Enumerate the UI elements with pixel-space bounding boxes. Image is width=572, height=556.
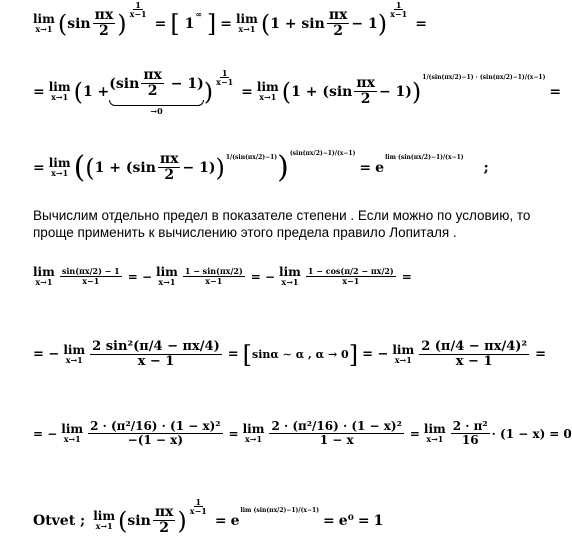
- limit-operator: lim x→1: [33, 12, 55, 35]
- underbrace: (sin $\frac{\pi x}{2}$ − 1) →0: [109, 67, 204, 116]
- equation-line-4: lim x→1 $\frac{\sin(\pi x/2) - 1}{x-1}$ = − lim x→1 $\frac{1 - \sin(\pi x/2)}{x-1}$ = − lim x→1 $\frac{1 - \cos(\pi/2 - \pi x/2)}{x-1}$ =: [33, 265, 412, 287]
- equation-line-6: = − lim x→1 $\frac{\text{2 · (π²/16) · (1 − x)²}}{-(1 - x)}$ = lim x→1 $\frac{\text{2 · (π²/16) · (1 − x)²}}{1 - x}$ = lim x→1 $\frac{\text{2 · π²}}{16}$ · (1 − x) = 0: [33, 419, 572, 448]
- answer-label: Otvet ;: [33, 512, 86, 529]
- explanation-paragraph: Вычислим отдельно предел в показателе степени . Если можно по условию, то проще применить к вычислению этого предела правило Лопиталя .: [33, 208, 531, 240]
- answer-line: Otvet ; lim x→1 ( sin $\frac{\pi x}{2}$ ) $\frac{1}{x-1}$ = e lim (sin(πx/2)−1)/(x−1) = e⁰ = 1: [33, 496, 384, 537]
- fraction: $\frac{\pi x}{2}$: [94, 7, 114, 40]
- equation-line-5: = − lim x→1 $\frac{\text{2 sin²(π/4 − πx/4)}}{x - 1}$ = [ sinα ∼ α , α → 0 ] = − lim x→1 $\frac{\text{2 (π/4 − πx/4)²}}{x - 1}$ =: [33, 339, 546, 370]
- equation-line-1: lim x→1 ( sin $\frac{\pi x}{2}$ ) $\frac{1}{x-1}$ = [ 1 ∞ ] = lim x→1 ( 1 + sin $\frac{\pi x}{2}$ − 1 ) $\frac{1}{x-1}$ =: [33, 0, 427, 40]
- equation-line-2: = lim x→1 ( 1 + (sin $\frac{\pi x}{2}$ − 1) →0 ) $\frac{1}{x-1}$ = lim x→1 ( 1 + (sin $\frac{\pi x}{2}$ − 1) ) 1/(sin(πx/2)−1) · (sin(πx/2)−1)/(x−1) =: [33, 67, 562, 116]
- equation-line-3: = lim x→1 ( ( 1 + (sin $\frac{\pi x}{2}$ − 1) ) 1/(sin(πx/2)−1) ) (sin(πx/2)−1)/(x−1) = e lim (sin(πx/2)−1)/(x−1) ;: [33, 149, 489, 185]
